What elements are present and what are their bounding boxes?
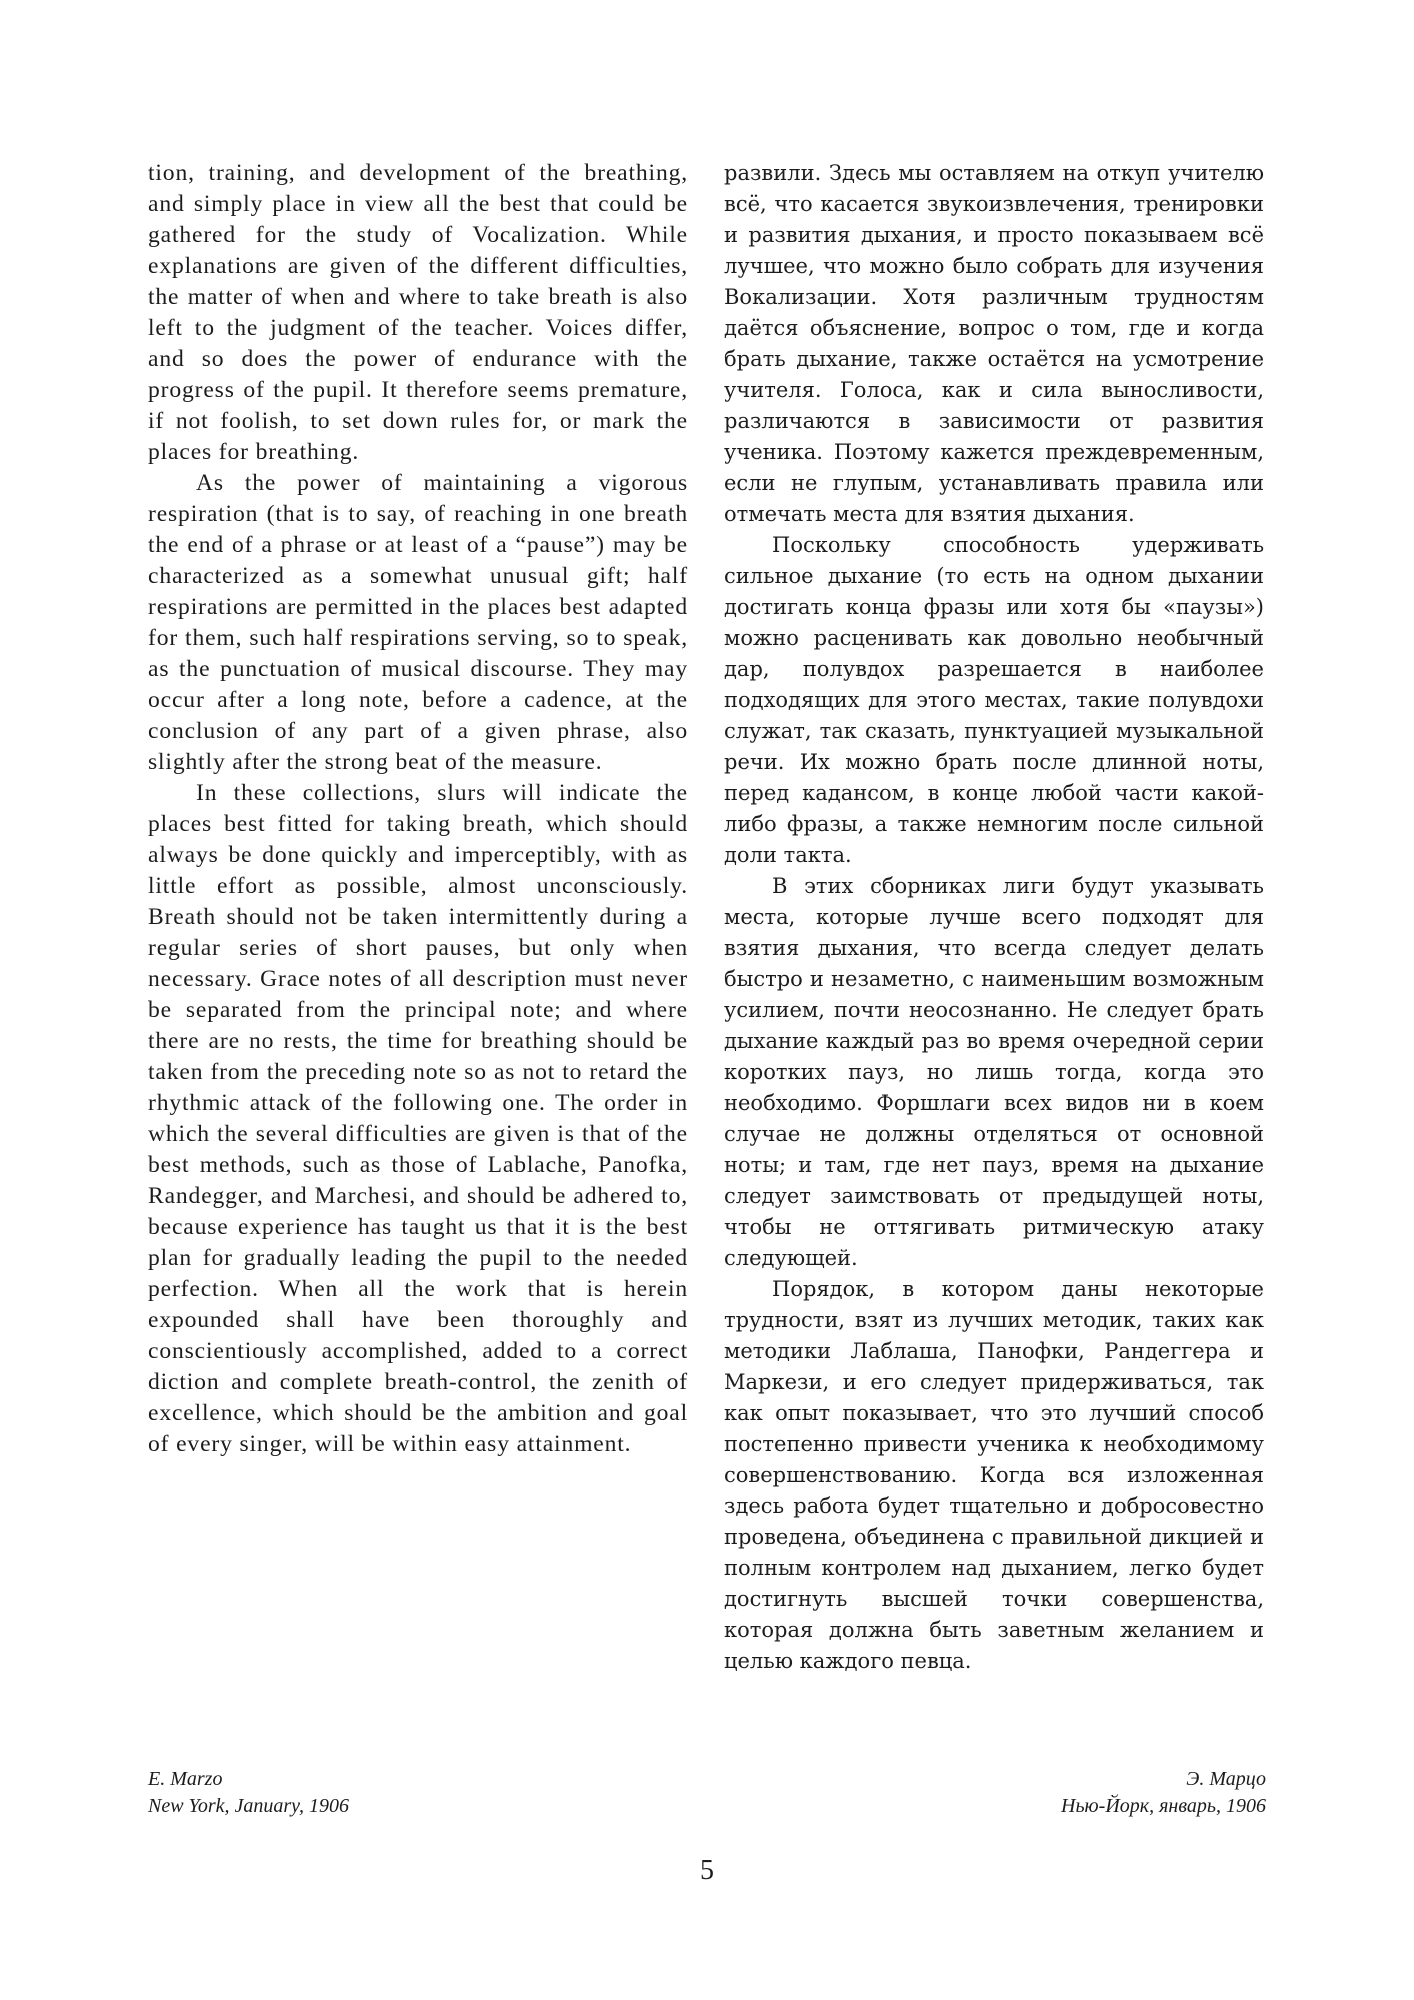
english-column <box>148 158 688 1460</box>
english-signature-place-date: New York, January, 1906 <box>148 1795 349 1817</box>
russian-paragraph: Поскольку способность удерживать сильное дыхание (то есть на одном дыхании достигать конца фразы или хотя бы «паузы») можно расценивать как довольно необычный дар, полувдох разрешается в наиболее подходящих для этого местах, такие полувдохи служат, так сказать, пунктуацией музыкальной речи. Их можно брать после длинной ноты, перед кадансом, в конце любой части какой-либо фразы, а также немногим после сильной доли такта. <box>724 533 1264 867</box>
russian-paragraph: развили. Здесь мы оставляем на откуп учителю всё, что касается звукоизвлечения, тренировки и развития дыхания, и просто показываем всё лучшее, что можно было собрать для изучения Вокализации. Хотя различным трудностям даётся объяснение, вопрос о том, где и когда брать дыхание, также остаётся на усмотрение учителя. Голоса, как и сила выносливости, различаются в зависимости от развития ученика. Поэтому кажется преждевременным, если не глупым, устанавливать правила или отмечать места для взятия дыхания. <box>724 161 1264 526</box>
english-signature-name: E. Marzo <box>148 1768 223 1790</box>
russian-signature <box>1061 1766 1266 1820</box>
russian-signature-place-date: Нью-Йорк, январь, 1906 <box>1061 1795 1266 1817</box>
page-number: 5 <box>700 1855 714 1886</box>
russian-paragraph: В этих сборниках лиги будут указывать места, которые лучше всего подходят для взятия дыхания, что всегда следует делать быстро и незаметно, с наименьшим возможным усилием, почти неосознанно. Не следует брать дыхание каждый раз во время очередной серии коротких пауз, но лишь тогда, когда это необходимо. Форшлаги всех видов ни в коем случае не должны отделяться от основной ноты; и там, где нет пауз, время на дыхание следует заимствовать от предыдущей ноты, чтобы не оттягивать ритмическую атаку следующей. <box>724 874 1264 1270</box>
english-paragraph: As the power of maintaining a vigorous respiration (that is to say, of reaching in one breath the end of a phrase or at least of a “pause”) may be characterized as a somewhat unusual gift; half respirations are permitted in the places best adapted for them, such half respirations serving, so to speak, as the punctuation of musical discourse. They may occur after a long note, before a cadence, at the conclusion of any part of a given phrase, also slightly after the strong beat of the measure. <box>148 470 688 775</box>
english-paragraph: In these collections, slurs will indicate the places best fitted for taking breath, which should always be done quickly and imperceptibly, with as little effort as possible, almost unconsciously. Breath should not be taken intermittently during a regular series of short pauses, but only when necessary. Grace notes of all description must never be separated from the principal note; and where there are no rests, the time for breathing should be taken from the preceding note so as not to retard the rhythmic attack of the following one. The order in which the several difficulties are given is that of the best methods, such as those of Lablache, Panofka, Randegger, and Marchesi, and should be adhered to, because experience has taught us that it is the best plan for gradually leading the pupil to the needed perfection. When all the work that is herein expounded shall have been thoroughly and conscientiously accomplished, added to a correct diction and complete breath-control, the zenith of excellence, which should be the ambition and goal of every singer, will be within easy attainment. <box>148 780 688 1457</box>
english-signature <box>148 1766 349 1820</box>
english-paragraph: tion, training, and development of the breathing, and simply place in view all the best that could be gathered for the study of Vocalization. While explanations are given of the different difficulties, the matter of when and where to take breath is also left to the judgment of the teacher. Voices differ, and so does the power of endurance with the progress of the pupil. It therefore seems premature, if not foolish, to set down rules for, or mark the places for breathing. <box>148 160 688 465</box>
russian-signature-name: Э. Марцо <box>1186 1768 1266 1790</box>
russian-column <box>724 158 1264 1677</box>
russian-paragraph: Порядок, в котором даны некоторые трудности, взят из лучших методик, таких как методики Лаблаша, Панофки, Рандеггера и Маркези, и его следует придерживаться, так как опыт показывает, что это лучший способ постепенно привести ученика к необходимому совершенствованию. Когда вся изложенная здесь работа будет тщательно и добросовестно проведена, объединена с правильной дикцией и полным контролем над дыханием, легко будет достигнуть высшей точки совершенства, которая должна быть заветным желанием и целью каждого певца. <box>724 1277 1264 1673</box>
